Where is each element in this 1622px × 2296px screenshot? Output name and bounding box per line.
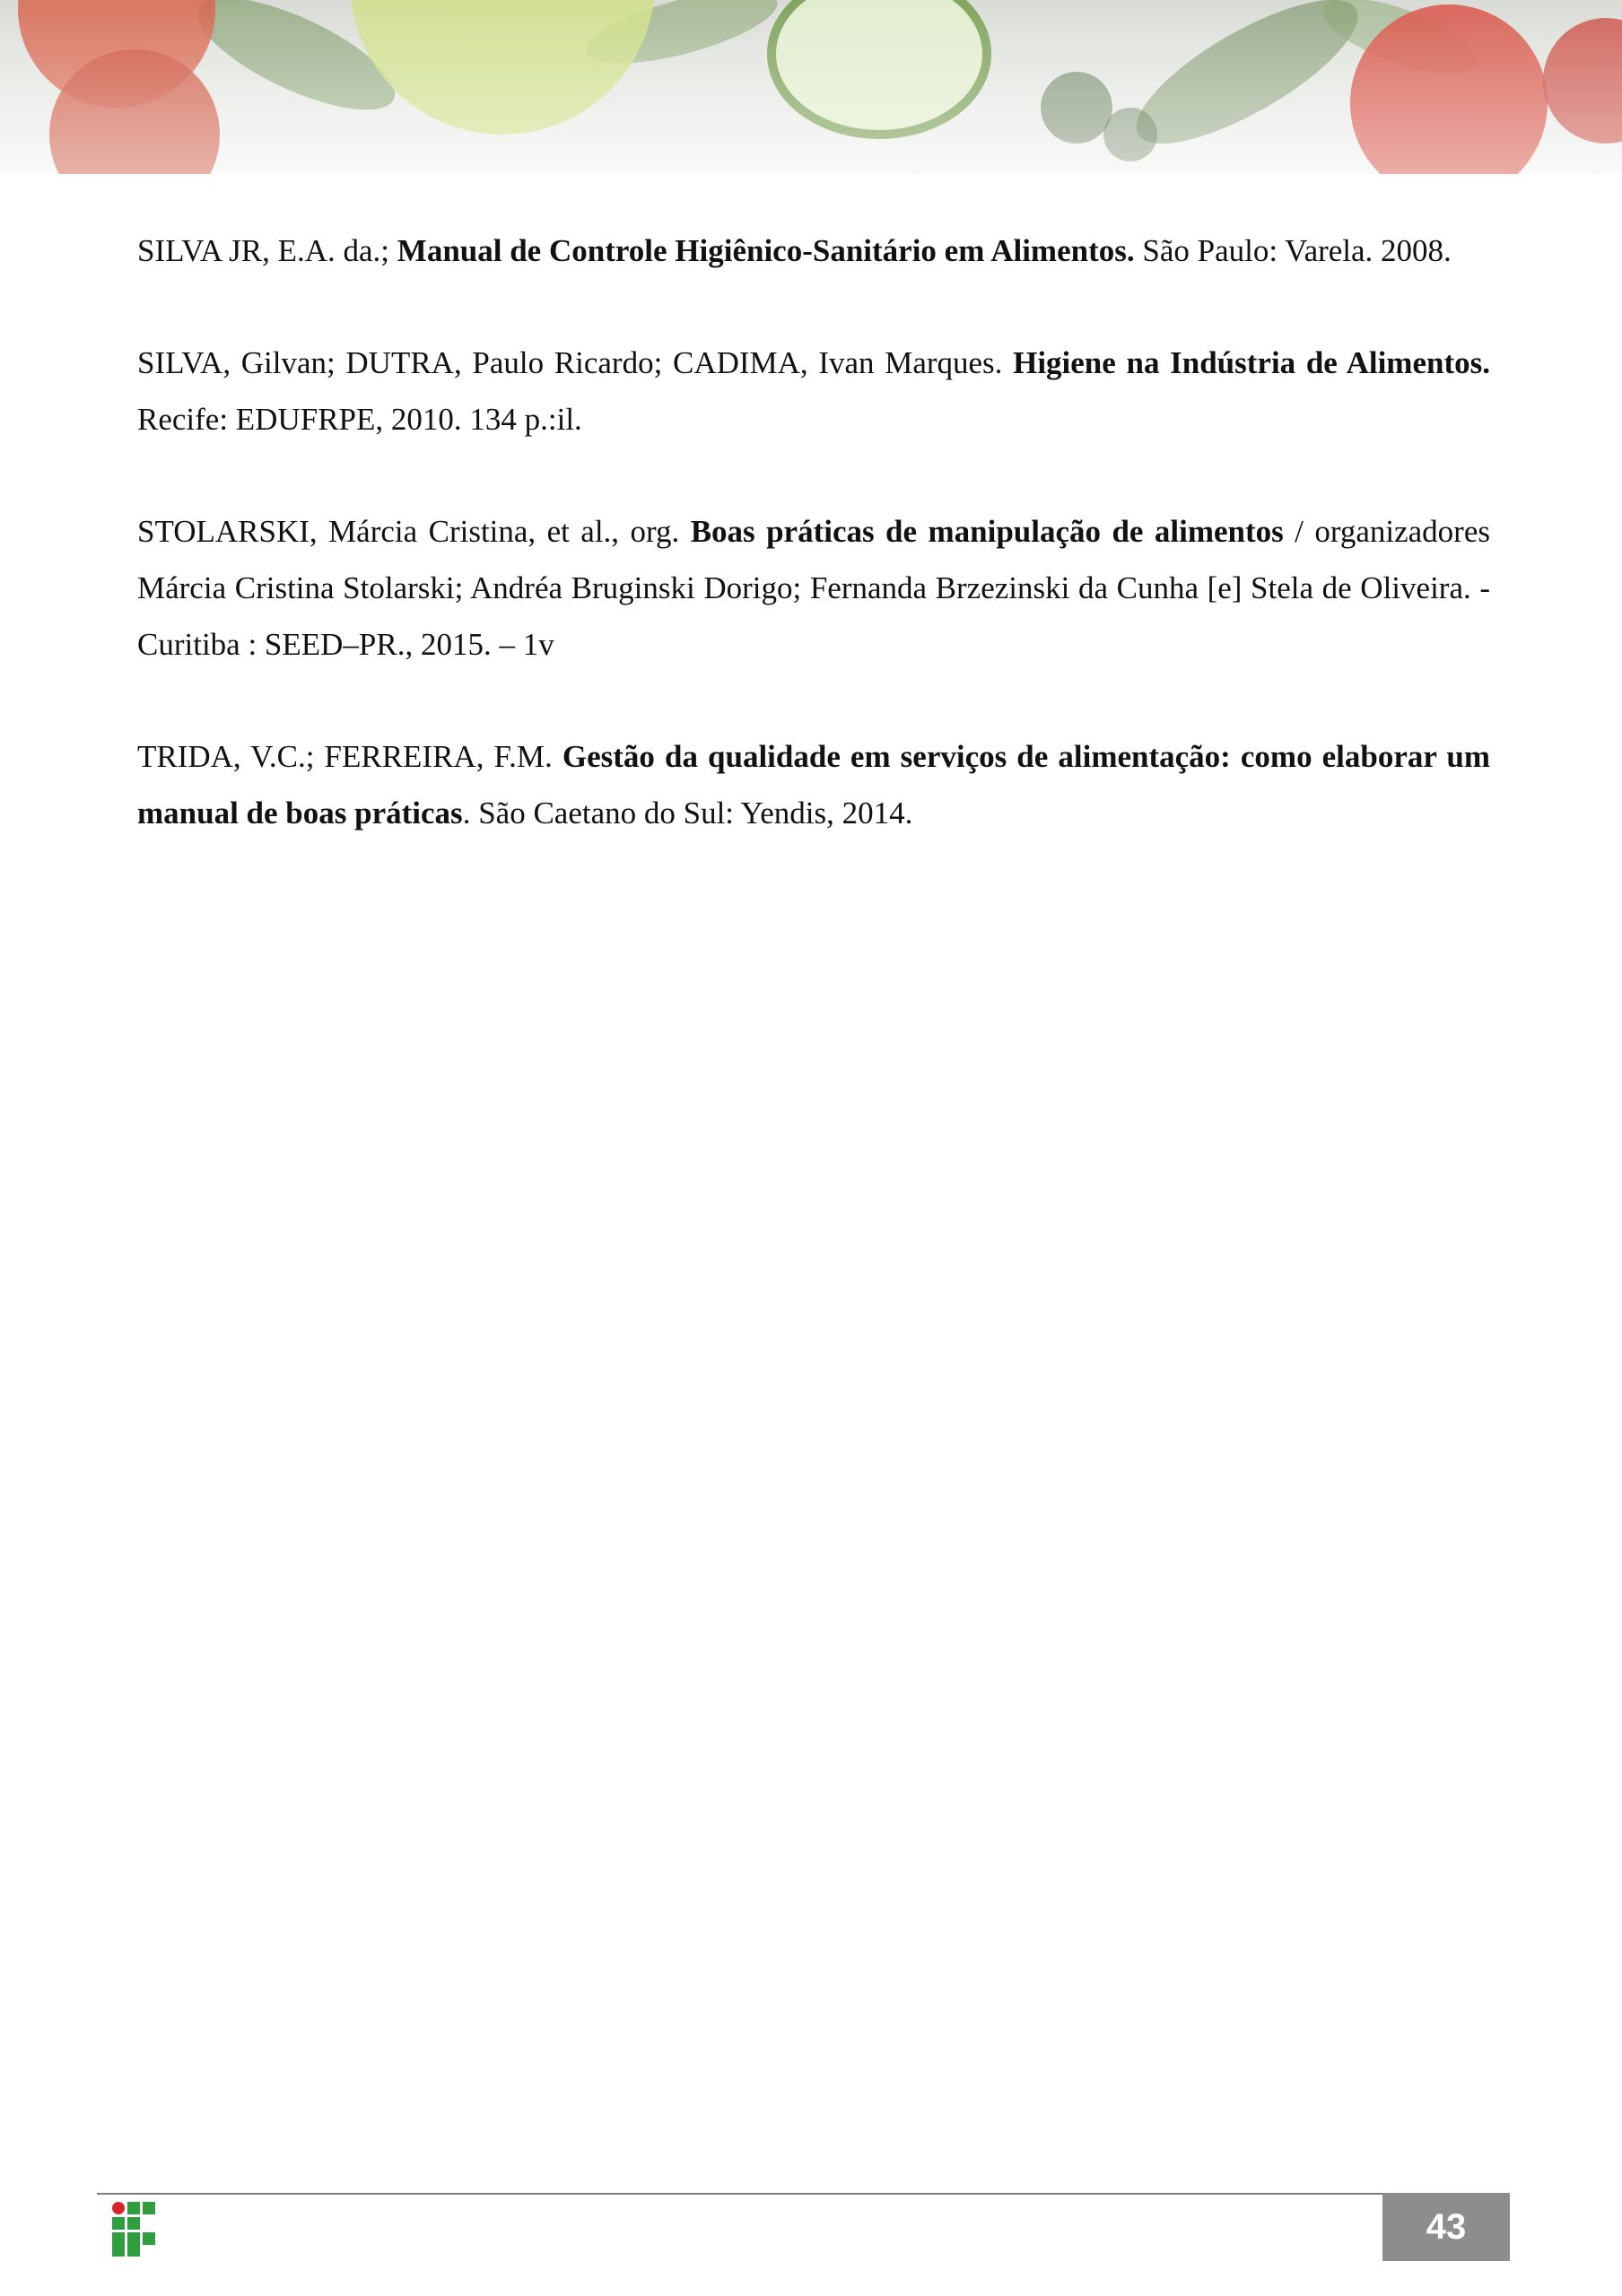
reference-entry: [137, 503, 1490, 673]
reference-authors: STOLARSKI, Márcia Cristina, et al., org.: [137, 514, 691, 549]
reference-authors: SILVA, Gilvan; DUTRA, Paulo Ricardo; CADIMA, Ivan Marques.: [137, 345, 1014, 380]
reference-title: Higiene na Indústria de Alimentos.: [1013, 345, 1490, 380]
page-number: 43: [1382, 2193, 1510, 2261]
reference-publication: / organizadores Márcia Cristina Stolarski; Andréa Bruginski Dorigo; Fernanda Brzezinski da Cunha [e] Stela de Oliveira. - Curitiba : SEED–PR., 2015. – 1v: [137, 514, 1490, 662]
reference-publication: Recife: EDUFRPE, 2010. 134 p.:il.: [137, 402, 582, 437]
reference-entry: [137, 335, 1490, 448]
reference-publication: . São Caetano do Sul: Yendis, 2014.: [462, 796, 913, 831]
reference-title: Gestão da qualidade em serviços de alimentação: como elaborar um manual de boas práticas: [137, 739, 1490, 831]
footer-divider: [97, 2193, 1510, 2195]
reference-title: Boas práticas de manipulação de alimentos: [690, 514, 1284, 549]
reference-list: [137, 222, 1490, 897]
header-banner: [0, 0, 1622, 174]
institute-logo-icon: [111, 2201, 156, 2257]
reference-title: Manual de Controle Higiênico-Sanitário em Alimentos.: [397, 233, 1135, 268]
reference-publication: São Paulo: Varela. 2008.: [1134, 233, 1452, 268]
vegetables-banner-image: [0, 0, 1622, 174]
reference-entry: [137, 222, 1490, 279]
reference-authors: SILVA JR, E.A. da.;: [137, 233, 397, 268]
reference-entry: [137, 728, 1490, 841]
reference-authors: TRIDA, V.C.; FERREIRA, F.M.: [137, 739, 562, 774]
